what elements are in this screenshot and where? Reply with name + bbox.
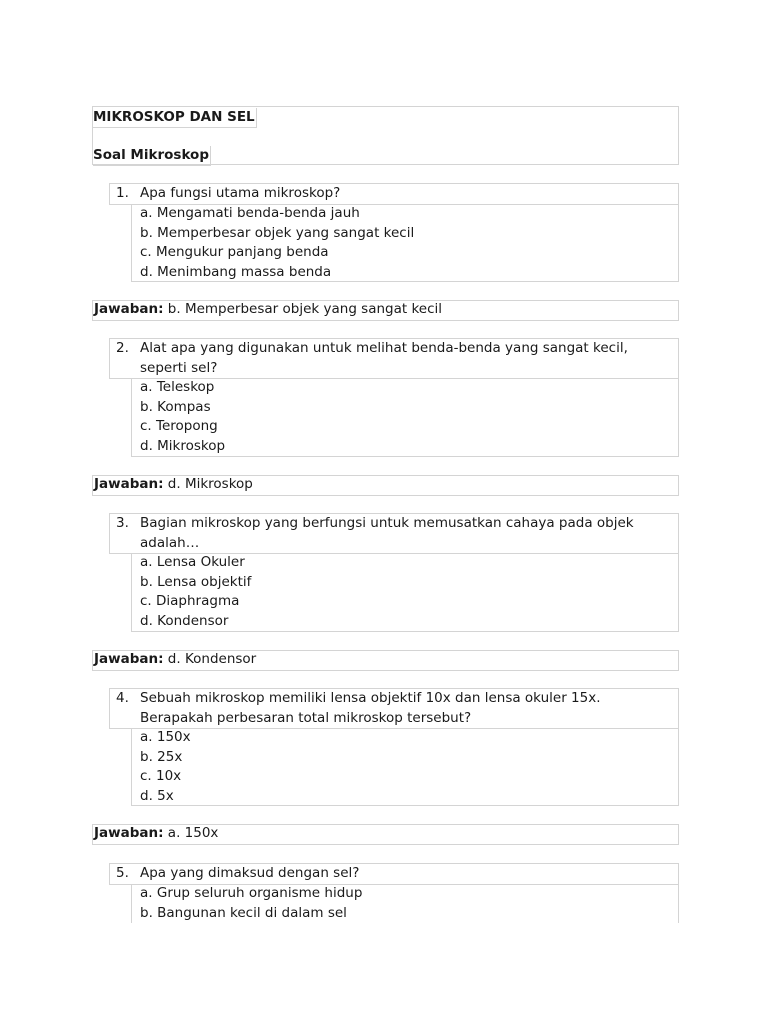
answer-label: Jawaban: — [94, 825, 164, 841]
answer-label: Jawaban: — [94, 301, 164, 317]
question-2-option-a: a. Teleskop — [140, 379, 215, 395]
question-1-option-d: d. Menimbang massa benda — [140, 263, 332, 280]
answer-3-text: d. Kondensor — [167, 651, 257, 667]
question-1-text: Apa fungsi utama mikroskop? — [140, 185, 341, 201]
answer-3 — [94, 650, 256, 670]
question-5-text: Apa yang dimaksud dengan sel? — [140, 865, 360, 881]
question-4-number: 4. — [116, 690, 129, 706]
question-3-text: Bagian mikroskop yang berfungsi untuk memusatkan cahaya pada objek adalah… — [140, 515, 634, 551]
section-subtitle: Soal Mikroskop — [93, 146, 211, 166]
question-1-option-c: c. Mengukur panjang benda — [140, 244, 329, 260]
answer-4 — [94, 824, 218, 844]
answer-2 — [94, 475, 253, 495]
answer-4-text: a. 150x — [167, 825, 219, 841]
question-3-option-a: a. Lensa Okuler — [140, 554, 245, 570]
question-3-option-c: c. Diaphragma — [140, 593, 240, 609]
question-2-option-b: b. Kompas — [140, 398, 211, 415]
question-2-number: 2. — [116, 340, 129, 356]
question-2-option-c: c. Teropong — [140, 418, 218, 434]
question-2-option-d: d. Mikroskop — [140, 437, 226, 454]
answer-1 — [94, 300, 442, 320]
question-2-text: Alat apa yang digunakan untuk melihat benda-benda yang sangat kecil, seperti sel? — [140, 340, 628, 376]
question-5-number: 5. — [116, 865, 129, 881]
question-4-option-a: a. 150x — [140, 729, 191, 745]
answer-2-text: d. Mikroskop — [167, 476, 253, 492]
question-5-option-a: a. Grup seluruh organisme hidup — [140, 885, 363, 901]
question-1-number: 1. — [116, 185, 129, 201]
question-4-text: Sebuah mikroskop memiliki lensa objektif 10x dan lensa okuler 15x. Berapakah perbesaran total mikroskop tersebut? — [140, 690, 601, 726]
answer-label: Jawaban: — [94, 476, 164, 492]
question-5-option-b: b. Bangunan kecil di dalam sel — [140, 904, 347, 921]
question-3-option-d: d. Kondensor — [140, 612, 229, 629]
question-4-options-box — [131, 728, 679, 806]
question-3-option-b: b. Lensa objektif — [140, 573, 252, 590]
question-4-option-d: d. 5x — [140, 787, 174, 804]
answer-label: Jawaban: — [94, 651, 164, 667]
question-4-option-c: c. 10x — [140, 768, 182, 784]
document-title: MIKROSKOP DAN SEL — [93, 108, 257, 128]
question-3-number: 3. — [116, 515, 129, 531]
answer-1-text: b. Memperbesar objek yang sangat kecil — [167, 301, 443, 317]
question-4-option-b: b. 25x — [140, 748, 183, 765]
question-1-option-b: b. Memperbesar objek yang sangat kecil — [140, 224, 415, 241]
question-1-option-a: a. Mengamati benda-benda jauh — [140, 205, 360, 221]
